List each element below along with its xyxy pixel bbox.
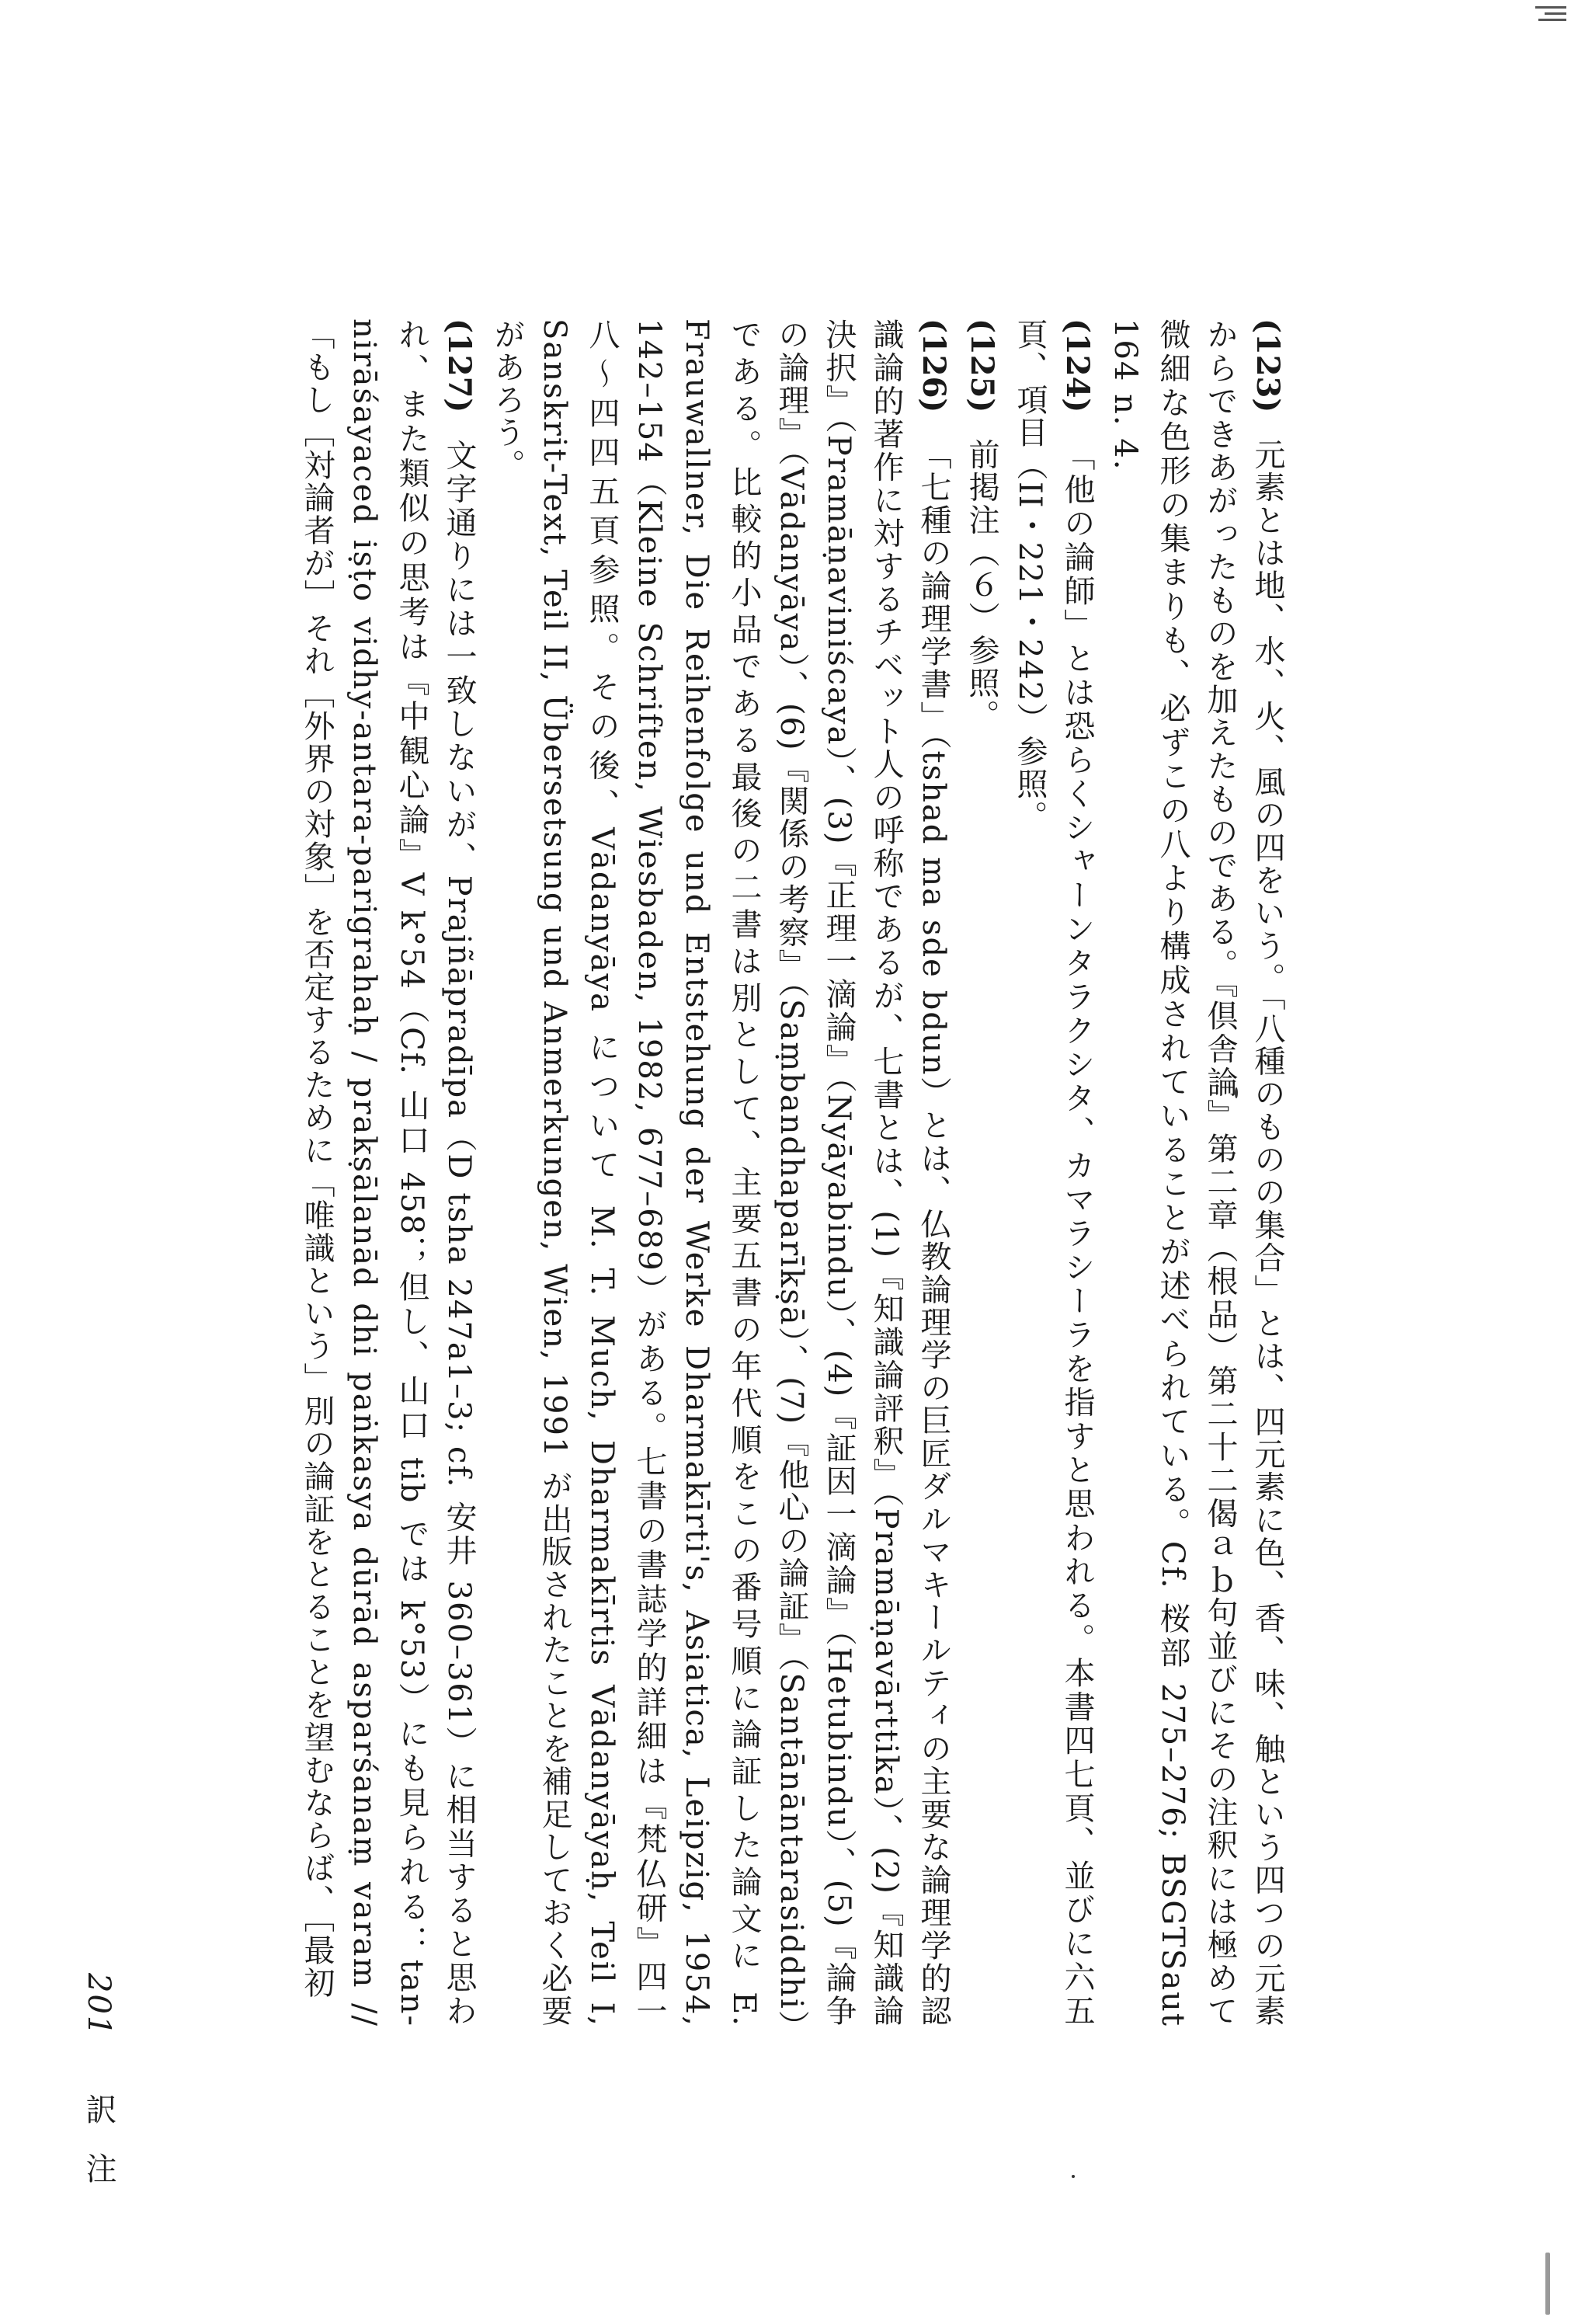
- note-number: (123): [1250, 318, 1286, 413]
- running-footer: [75, 1973, 122, 2211]
- note-body: 文字通りには一致しないが、Prajñāpradīpa（D tsha 247a1–3; cf. 安井 360–361）に相当すると思われ、また類似の思考は『中観心論』V k°54（Cf. 山口 458；但し、山口 tib では k°53）にも見られる：tan-nirāśayaced iṣṭo vidhy-antara-parigrahaḥ / prakṣālanād dhi paṅkasya dūrād asparśanaṃ varam //「もし［対論者が］それ［外界の対象］を否定するために「唯識という」別の論証をとることを望むならば、［最初: [299, 318, 477, 2028]
- scan-dust: [1545, 2253, 1550, 2315]
- note-127: [293, 318, 483, 2027]
- note-body: 前掲注（６）参照。: [964, 438, 999, 732]
- note-body: 「七種の論理学書」（tshad ma sde bdun）とは、仏教論理学の巨匠ダルマキールティの主要な論理学的認識論的著作に対するチベット人の呼称であるが、七書とは、(1)『知識論評釈』（Pramāṇavārttika）、(2)『知識論決択』（Pramāṇaviniścaya）、(3)『正理一滴論』（Nyāyabindu）、(4)『証因一滴論』（Hetubindu）、(5)『論争の論理』（Vādanyāya）、(6)『関係の考察』（Saṃbandhaparīkṣā）、(7)『他心の論証』（Santānāntarasiddhi）である。比較的小品である最後の二書は別として、主要五書の年代順をこの番号順に論証した論文に E. Frauwallner, Die Reihenfolge und Entstehung der Werke Dharmakīrti's, Asiatica, Leipzig, 1954, 142–154（Kleine Schriften, Wiesbaden, 1982, 677–689）がある。七書の書誌学的詳細は『梵仏研』四一八〜四四五頁参照。その後、Vādanyāya について M. T. Much, Dharmakīrtis Vādanyāyaḥ, Teil I, Sanskrit-Text, Teil II, Übersetsung und Anmerkungen, Wien, 1991 が出版されたことを補足しておく必要があろう。: [489, 318, 951, 2028]
- running-header-label: 訳注: [81, 2093, 116, 2212]
- note-number: (126): [916, 318, 952, 413]
- page-number: 201: [81, 1973, 116, 2037]
- note-126: [483, 318, 958, 2027]
- note-body: 元素とは地、水、火、風の四をいう。「八種のものの集合」とは、四元素に色、香、味、触という四つの元素からできあがったものを加えたものである。『倶舎論』第二章（根品）第二十二偈ａｂ句並びにその注釈には極めて微細な色形の集まりも、必ずこの八より構成されていることが述べられている。Cf. 桜部 275–276; BSGTSaut 164 n. 4.: [1107, 318, 1285, 2028]
- note-body: 「他の論師」とは恐らくシャーンタラクシタ、カマラシーラを指すと思われる。本書四七頁、並びに六五頁、項目（II・221・242）参照。: [1012, 318, 1095, 2028]
- note-125: [958, 318, 1006, 2027]
- scan-edge-marks: [1524, 0, 1571, 31]
- note-number: (127): [441, 318, 478, 413]
- scan-dust: [1072, 2175, 1075, 2178]
- annotation-text-block: [293, 318, 1291, 2027]
- note-number: (124): [1059, 318, 1096, 413]
- note-number: (125): [964, 318, 1000, 413]
- note-124: [1006, 318, 1101, 2027]
- note-123: [1101, 318, 1291, 2027]
